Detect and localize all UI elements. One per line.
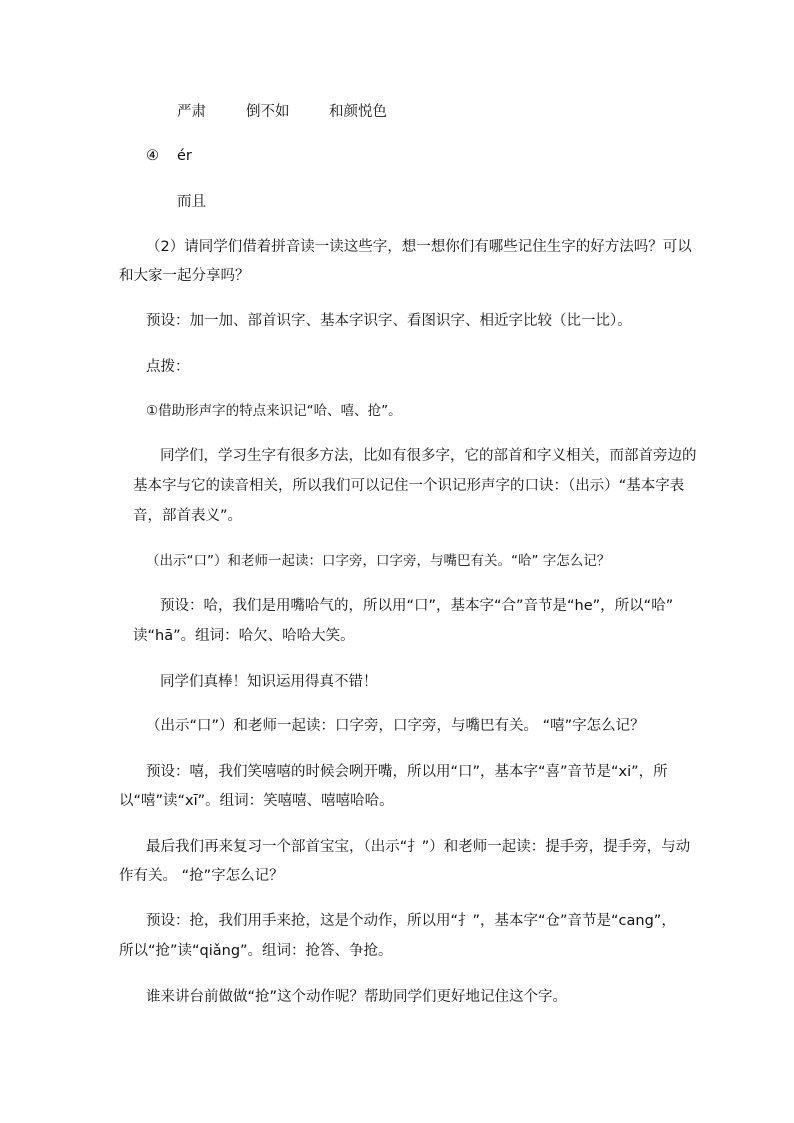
xi-show: （出示“口”）和老师一起读：口字旁，口字旁，与嘴巴有关。 “嘻”字怎么记？	[146, 718, 645, 734]
question-2-line2: 和大家一起分享吗？	[119, 268, 250, 284]
intro-line3: 音，部首表义”。	[133, 508, 243, 524]
guide-item-1: ①借助形声字的特点来识记“哈、嘻、抢”。	[146, 403, 402, 419]
word-yansu: 严肃	[177, 104, 206, 120]
item-number: ④	[146, 148, 159, 164]
xi-preset-line2: 以“嘻”读“xī”。组词：笑嘻嘻、嘻嘻哈哈。	[119, 793, 394, 809]
guide-label: 点拨：	[146, 359, 190, 375]
intro-line2: 基本字与它的读音相关，所以我们可以记住一个识记形声字的口诀：（出示）“基本字表	[133, 478, 685, 494]
praise-text: 同学们真棒！知识运用得真不错！	[160, 674, 378, 690]
item-pinyin: ér	[177, 148, 192, 164]
word-daoburu: 倒不如	[246, 104, 290, 120]
final-question: 谁来讲台前做做“抢”这个动作呢？帮助同学们更好地记住这个字。	[146, 989, 568, 1005]
qiang-preset-line1: 预设：抢，我们用手来抢，这是个动作，所以用“扌”，基本字“仓”音节是“cang”，	[146, 913, 676, 929]
question-2-line1: （2）请同学们借着拼音读一读这些字，想一想你们有哪些记住生字的好方法吗？可以	[146, 239, 692, 255]
review-line1: 最后我们再来复习一个部首宝宝，（出示“扌”）和老师一起读：提手旁，提手旁，与动	[146, 839, 691, 855]
ha-preset-line2: 读“hā”。组词：哈欠、哈哈大笑。	[133, 628, 355, 644]
item-word: 而且	[177, 194, 206, 210]
ha-show: （出示“口”）和老师一起读：口字旁，口字旁，与嘴巴有关。“哈” 字怎么记？	[146, 553, 611, 569]
xi-preset-line1: 预设：嘻，我们笑嘻嘻的时候会咧开嘴，所以用“口”，基本字“喜”音节是“xi”，所	[146, 764, 668, 780]
review-line2: 作有关。 “抢”字怎么记？	[119, 868, 284, 884]
word-heyanyuese: 和颜悦色	[329, 104, 387, 120]
qiang-preset-line2: 所以“抢”读“qiǎng”。组词：抢答、争抢。	[119, 943, 393, 959]
preset-methods: 预设：加一加、部首识字、基本字识字、看图识字、相近字比较（比一比）。	[146, 313, 632, 329]
ha-preset-line1: 预设：哈，我们是用嘴哈气的，所以用“口”，基本字“合”音节是“he”，所以“哈”	[160, 598, 674, 614]
intro-line1: 同学们，学习生字有很多方法，比如有很多字，它的部首和字义相关，而部首旁边的	[160, 448, 697, 464]
